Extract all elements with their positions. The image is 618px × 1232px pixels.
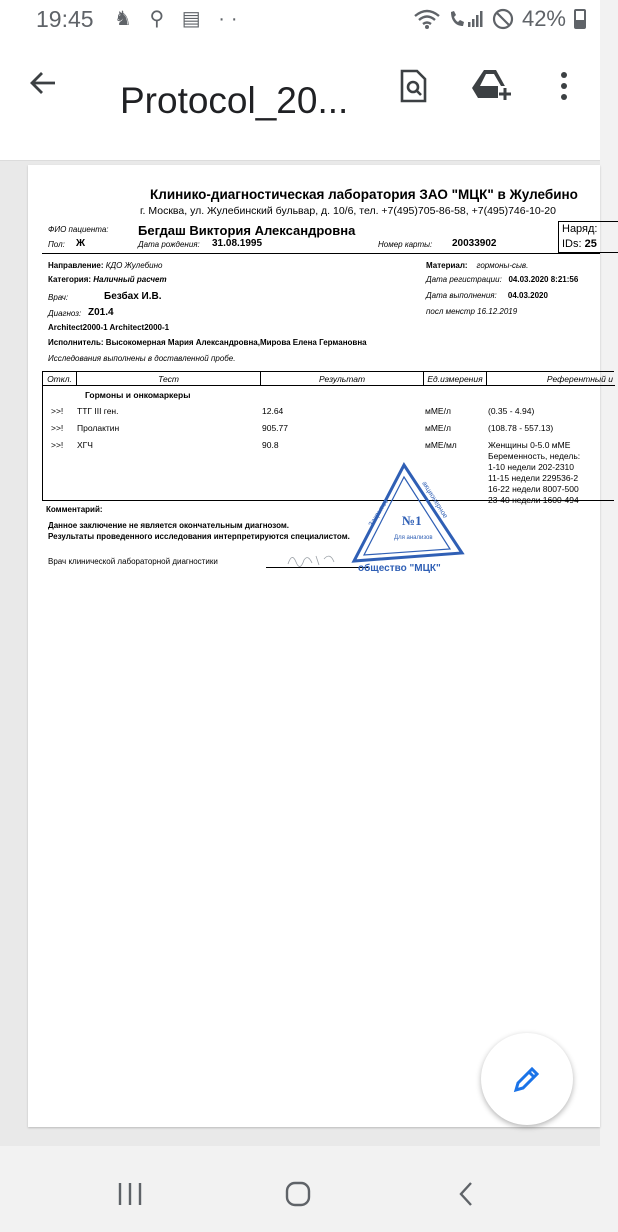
reg-date-value: 04.03.2020 8:21:56 xyxy=(508,275,579,284)
disclaimer-1: Данное заключение не является окончательным диагнозом. xyxy=(48,521,290,530)
category-row xyxy=(48,275,167,284)
row-unit: мМЕ/л xyxy=(425,423,451,433)
col-unit: Ед.измерения xyxy=(424,372,487,386)
patient-name: Бегдаш Виктория Александровна xyxy=(138,223,356,238)
row-unit: мМЕ/мл xyxy=(425,440,457,450)
row-ref: (108.78 - 557.13) xyxy=(488,423,554,433)
row-unit: мМЕ/л xyxy=(425,406,451,416)
row-test: ХГЧ xyxy=(77,440,93,450)
add-to-drive-icon xyxy=(472,68,512,104)
document-title: Protocol_20... xyxy=(120,80,349,121)
executor: Исполнитель: Высокомерная Мария Александровна,Мирова Елена Германовна xyxy=(48,338,367,347)
hcg-ref-line: 23-40 недели 1600-494 xyxy=(488,495,579,505)
stamp-number: №1 xyxy=(402,513,422,528)
calendar-icon: ▤ xyxy=(181,8,207,30)
battery-percent: 42% xyxy=(521,6,566,31)
nav-bar xyxy=(0,1146,600,1232)
hcg-ref-line: 11-15 недели 229536-2 xyxy=(488,473,579,483)
last-menstr: посл менстр 16.12.2019 xyxy=(426,307,518,316)
notification-icon: ♞ xyxy=(114,8,138,30)
row-flag: >>! xyxy=(51,423,64,433)
recent-apps-icon xyxy=(116,1181,144,1207)
lab-stamp xyxy=(350,461,470,573)
category-value: Наличный расчет xyxy=(93,275,167,284)
ids-label: IDs: xyxy=(562,238,582,250)
row-result: 12.64 xyxy=(262,406,284,416)
group-title: Гормоны и онкомаркеры xyxy=(85,390,191,400)
back-icon xyxy=(456,1180,476,1208)
sex-label: Пол: xyxy=(48,240,65,249)
card-value: 20033902 xyxy=(452,238,497,249)
more-dots-icon: ·· xyxy=(218,8,244,30)
lab-address: г. Москва, ул. Жулебинский бульвар, д. 10/6, тел. +7(495)705-86-58, +7(495)746-10-20 xyxy=(140,205,556,217)
row-ref: (0.35 - 4.94) xyxy=(488,406,535,416)
diagnosis-value: Z01.4 xyxy=(88,307,114,318)
stamp-side-left: Закрытое xyxy=(367,498,391,529)
overflow-menu-button[interactable] xyxy=(544,66,584,106)
row-result: 90.8 xyxy=(262,440,279,450)
done-date-value: 04.03.2020 xyxy=(507,291,548,300)
material-row xyxy=(426,261,528,270)
hcg-ref-line: Беременность, недель: xyxy=(488,451,581,461)
search-icon: ⚲ xyxy=(149,8,171,30)
col-result: Результат xyxy=(261,372,424,386)
card-label: Номер карты: xyxy=(378,240,433,249)
row-flag: >>! xyxy=(51,406,64,416)
dob-label: Дата рождения: xyxy=(138,240,200,249)
add-to-drive-button[interactable] xyxy=(472,66,512,106)
disclaimer-2: Результаты проведенного исследования интерпретируются специалистом. xyxy=(48,532,350,541)
comment-label: Комментарий: xyxy=(46,505,103,514)
row-ref: Женщины 0-5.0 мМЕ xyxy=(488,440,571,450)
material-label: Материал: xyxy=(426,261,468,270)
back-arrow-button[interactable] xyxy=(28,68,58,107)
analyzer: Architect2000-1 Architect2000-1 xyxy=(48,323,170,332)
lab-name: Клинико-диагностическая лаборатория ЗАО "МЦК" в Жулебино xyxy=(150,187,578,202)
done-date-label: Дата выполнения: xyxy=(426,291,497,300)
done-date-row xyxy=(426,291,548,300)
call-signal-icon xyxy=(448,9,484,29)
stamp-subtitle: Для анализов xyxy=(394,535,433,541)
signature-label: Врач клинической лабораторной диагностики xyxy=(48,557,218,566)
direction-row xyxy=(48,261,162,270)
app-bar xyxy=(0,42,600,161)
document-viewer[interactable] xyxy=(0,161,613,1146)
stamp-side-right: акционерное xyxy=(420,480,449,520)
status-left-icons xyxy=(114,6,244,31)
sex-value: Ж xyxy=(76,238,86,249)
pdf-page xyxy=(28,165,613,1127)
find-in-page-icon xyxy=(398,69,428,103)
col-deviation: Откл. xyxy=(43,372,77,386)
row-flag: >>! xyxy=(51,440,64,450)
status-bar xyxy=(0,0,600,42)
doctor-value: Безбах И.В. xyxy=(104,291,162,302)
direction-value: КДО Жулебино xyxy=(105,261,163,270)
row-test: ТТГ III ген. xyxy=(77,406,119,416)
col-reference: Референтный и xyxy=(487,372,615,386)
reg-date-label: Дата регистрации: xyxy=(426,275,502,284)
hcg-ref-line: 16-22 недели 8007-500 xyxy=(488,484,579,494)
category-label: Категория: xyxy=(48,275,92,284)
row-result: 905.77 xyxy=(262,423,288,433)
order-box xyxy=(558,221,618,253)
reg-date-row xyxy=(426,275,578,284)
patient-label: ФИО пациента: xyxy=(48,225,109,234)
dnd-icon xyxy=(492,8,514,30)
hcg-ref-line: 1-10 недели 202-2310 xyxy=(488,462,575,472)
col-test: Тест xyxy=(77,372,261,386)
order-label: Наряд: xyxy=(562,223,598,235)
status-time: 19:45 xyxy=(36,6,94,32)
edit-pencil-icon xyxy=(511,1063,543,1095)
recent-apps-button[interactable] xyxy=(110,1176,150,1212)
overflow-menu-icon xyxy=(559,71,569,101)
edit-fab-button[interactable] xyxy=(481,1033,573,1125)
home-icon xyxy=(284,1180,312,1208)
dob-value: 31.08.1995 xyxy=(212,238,263,249)
material-value: гормоны-сыв. xyxy=(476,261,529,270)
system-back-button[interactable] xyxy=(446,1176,486,1212)
doctor-label: Врач: xyxy=(48,293,69,302)
battery-icon xyxy=(574,9,586,29)
back-arrow-icon xyxy=(28,68,58,98)
direction-label: Направление: xyxy=(48,261,104,270)
signature-scribble xyxy=(286,550,356,568)
results-table xyxy=(42,371,614,505)
find-in-page-button[interactable] xyxy=(393,66,433,106)
stamp-company: общество "МЦК" xyxy=(358,563,441,574)
sample-note: Исследования выполнены в доставленной пробе. xyxy=(48,354,236,363)
ids-value: 25 xyxy=(584,238,597,250)
status-right xyxy=(414,6,586,32)
diagnosis-label: Диагноз: xyxy=(48,309,82,318)
wifi-icon xyxy=(414,9,440,29)
header-divider xyxy=(42,253,600,254)
home-button[interactable] xyxy=(278,1176,318,1212)
row-test: Пролактин xyxy=(77,423,120,433)
